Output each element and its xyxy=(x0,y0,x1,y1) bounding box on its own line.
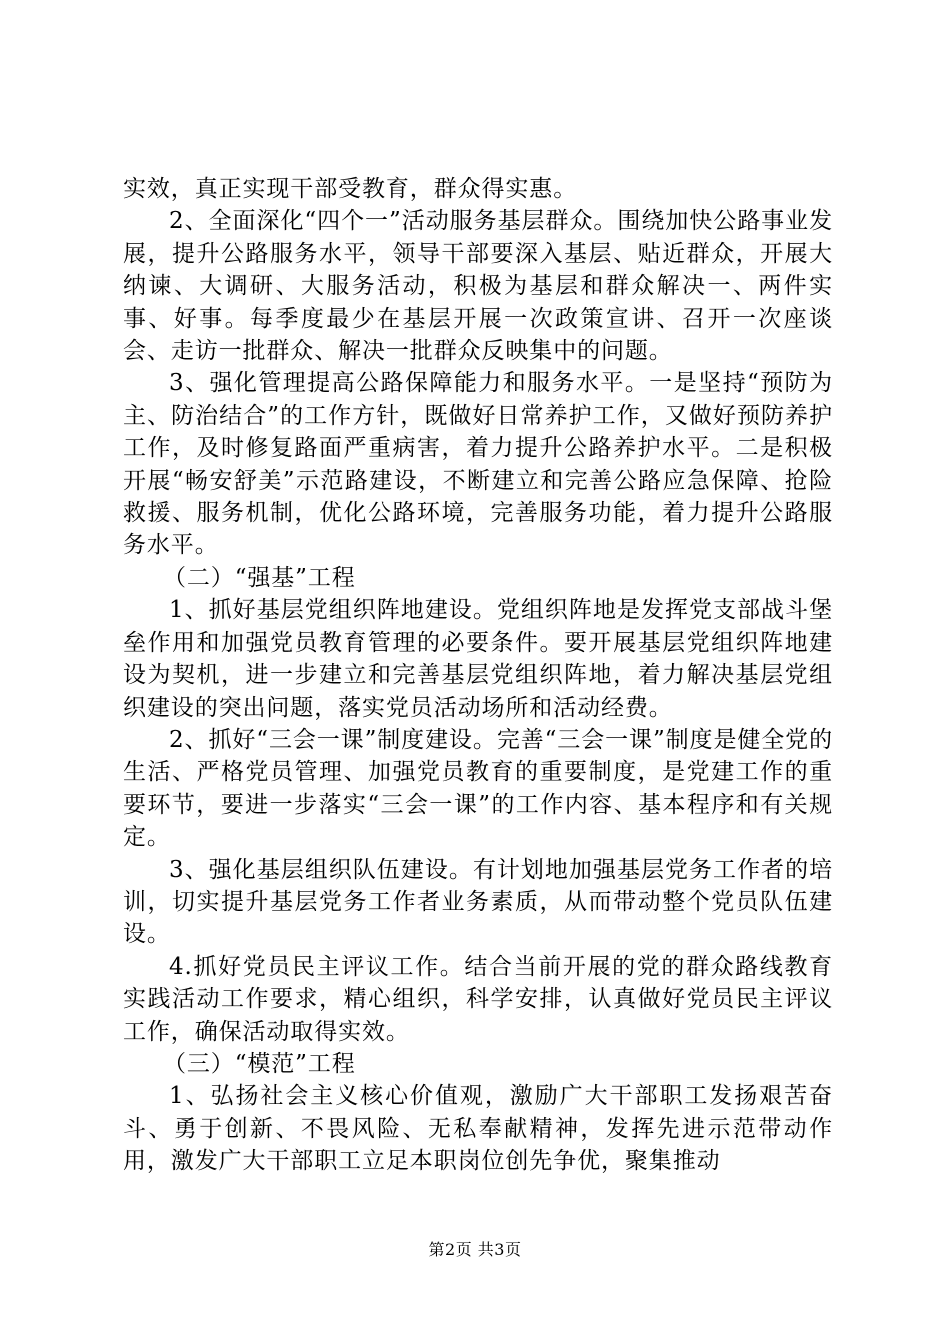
section-heading-mofan: （三）“模范”工程 xyxy=(163,1050,356,1077)
paragraph-1: 实效，真正实现干部受教育，群众得实惠。 xyxy=(123,176,578,202)
paragraph-8: 4.抓好党员民主评议工作。结合当前开展的党的群众路线教育实践活动工作要求，精心组织，科学安排，认真做好党员民主评议工作，确保活动取得实效。 xyxy=(123,953,833,1045)
section-heading-qiangji: （二）“强基”工程 xyxy=(163,564,356,591)
document-body xyxy=(123,173,833,1178)
paragraph-6: 2、抓好“三会一课”制度建设。完善“三会一课”制度是健全党的生活、严格党员管理、加强党员教育的重要制度，是党建工作的重要环节，要进一步落实“三会一课”的工作内容、基本程序和有关规定。 xyxy=(123,726,833,851)
paragraph-2: 2、全面深化“四个一”活动服务基层群众。围绕加快公路事业发展，提升公路服务水平，领导干部要深入基层、贴近群众，开展大纳谏、大调研、大服务活动，积极为基层和群众解决一、两件实事、好事。每季度最少在基层开展一次政策宣讲、召开一次座谈会、走访一批群众、解决一批群众反映集中的问题。 xyxy=(123,208,833,365)
paragraph-5: 1、抓好基层党组织阵地建设。党组织阵地是发挥党支部战斗堡垒作用和加强党员教育管理的必要条件。要开展基层党组织阵地建设为契机，进一步建立和完善基层党组织阵地，着力解决基层党组织建设的突出问题，落实党员活动场所和活动经费。 xyxy=(123,597,833,721)
paragraph-3: 3、强化管理提高公路保障能力和服务水平。一是坚持“预防为主、防治结合”的工作方针，既做好日常养护工作，又做好预防养护工作，及时修复路面严重病害，着力提升公路养护水平。二是积极开展“畅安舒美”示范路建设，不断建立和完善公路应急保障、抢险救援、服务机制，优化公路环境，完善服务功能，着力提升公路服务水平。 xyxy=(123,370,833,559)
paragraph-10: 1、弘扬社会主义核心价值观，激励广大干部职工发扬艰苦奋斗、勇于创新、不畏风险、无私奉献精神，发挥先进示范带动作用，激发广大干部职工立足本职岗位创先争优，聚集推动 xyxy=(123,1083,833,1175)
page-number-footer: 第2页 共3页 xyxy=(428,1240,522,1259)
paragraph-7: 3、强化基层组织队伍建设。有计划地加强基层党务工作者的培训，切实提升基层党务工作者业务素质，从而带动整个党员队伍建设。 xyxy=(123,856,833,948)
